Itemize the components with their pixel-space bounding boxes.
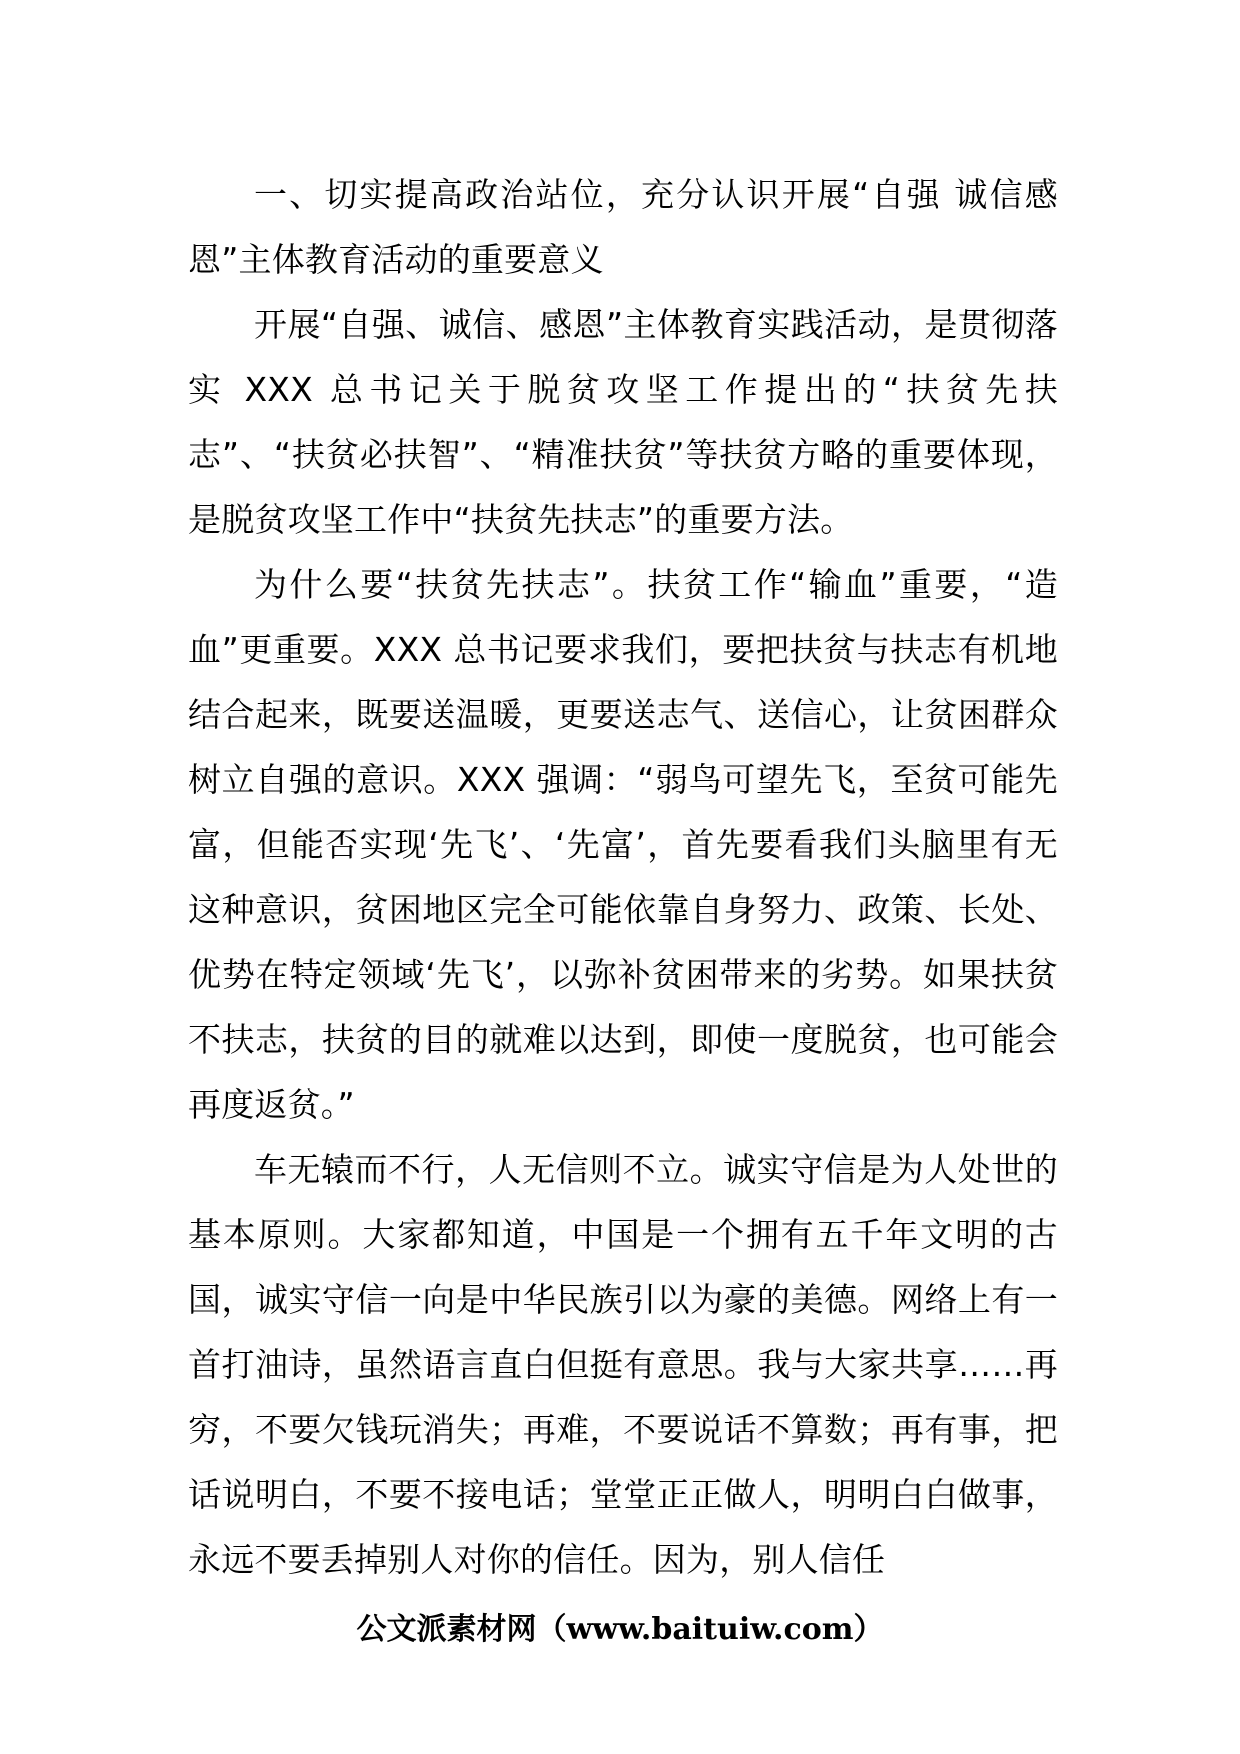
paragraph-1: 开展“自强、诚信、感恩”主体教育实践活动，是贯彻落实 XXX 总书记关于脱贫攻坚工作提出的“扶贫先扶志”、“扶贫必扶智”、“精准扶贫”等扶贫方略的重要体现，是脱贫攻坚工作中“扶贫先扶志”的重要方法。 (188, 305, 1058, 539)
section-heading: 一、切实提高政治站位，充分认识开展“自强 诚信感恩”主体教育活动的重要意义 (188, 175, 1058, 279)
footer-source: 公文派素材网（www.baituiw.com） (356, 1612, 884, 1647)
document-body (188, 162, 1058, 1592)
paragraph-2: 为什么要“扶贫先扶志”。扶贫工作“输血”重要，“造血”更重要。XXX 总书记要求我们，要把扶贫与扶志有机地结合起来，既要送温暖，更要送志气、送信心，让贫困群众树立自强的意识。XXX 强调：“弱鸟可望先飞，至贫可能先富，但能否实现‘先飞’、‘先富’，首先要看我们头脑里有无这种意识，贫困地区完全可能依靠自身努力、政策、长处、优势在特定领域‘先飞’，以弥补贫困带来的劣势。如果扶贫不扶志，扶贫的目的就难以达到，即使一度脱贫，也可能会再度返贫。” (188, 565, 1058, 1124)
paragraph-3: 车无辕而不行，人无信则不立。诚实守信是为人处世的基本原则。大家都知道，中国是一个拥有五千年文明的古国，诚实守信一向是中华民族引以为豪的美德。网络上有一首打油诗，虽然语言直白但挺有意思。我与大家共享……再穷，不要欠钱玩消失；再难，不要说话不算数；再有事，把话说明白，不要不接电话；堂堂正正做人，明明白白做事，永远不要丢掉别人对你的信任。因为，别人信任 (188, 1150, 1058, 1579)
